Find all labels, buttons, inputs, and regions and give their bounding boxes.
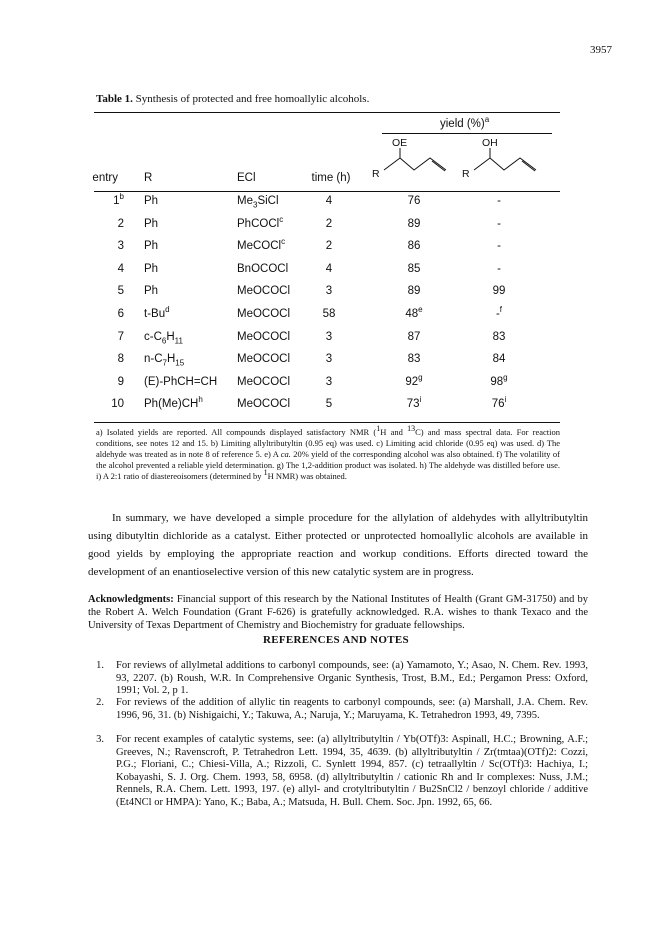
cell-ecl bbox=[237, 214, 284, 230]
table-row bbox=[94, 353, 560, 374]
table-row bbox=[94, 395, 560, 419]
cell-yield-oh bbox=[484, 195, 514, 207]
r-value: Ph bbox=[144, 195, 159, 207]
cell-entry bbox=[94, 308, 124, 320]
cell-yield-oe bbox=[399, 218, 429, 230]
cell-ecl bbox=[237, 331, 290, 343]
entry-value: 1 bbox=[113, 195, 120, 207]
yield-header-rule bbox=[382, 133, 552, 134]
yield-header bbox=[440, 115, 490, 130]
cell-yield-oe bbox=[399, 305, 429, 320]
cell-ecl bbox=[237, 285, 290, 297]
entry-value: 9 bbox=[117, 375, 124, 388]
oh-label: OH bbox=[482, 137, 498, 149]
acknowledgments bbox=[88, 593, 588, 632]
table-footnotes bbox=[96, 424, 560, 482]
cell-entry bbox=[94, 398, 124, 410]
r-value: Ph bbox=[144, 262, 159, 275]
ecl-value: Me bbox=[237, 195, 253, 207]
cell-yield-oh bbox=[484, 218, 514, 230]
cell-r bbox=[144, 218, 158, 230]
entry-value: 5 bbox=[117, 285, 124, 298]
table-header-row bbox=[94, 172, 560, 193]
yield-oe-value: 85 bbox=[407, 262, 421, 275]
cell-r bbox=[144, 395, 203, 411]
footnote-part: 20% yield of the corresponding alcohol was also obtained. f) The volatility of the alcohol prevented a reliable yield determination. g) The 1,2-addition product was isolated. h) The aldehyde was distilled before use. i) A 2:1 ratio of diastereoisomers (determined by bbox=[96, 449, 560, 481]
yield-oh-value: - bbox=[497, 195, 501, 207]
cell-entry bbox=[94, 218, 124, 230]
cell-r bbox=[144, 353, 185, 368]
yield-oh-value: - bbox=[497, 262, 501, 275]
entry-sup: b bbox=[119, 192, 124, 202]
r-label-oh: R bbox=[462, 168, 470, 180]
yield-oe-value: 89 bbox=[407, 217, 421, 230]
r-label-oe: R bbox=[372, 168, 380, 180]
ecl-value: MeOCOCl bbox=[237, 398, 291, 411]
cell-yield-oe bbox=[399, 240, 429, 252]
reference-item bbox=[88, 660, 588, 698]
cell-r bbox=[144, 285, 158, 297]
acknowledgments-text: Financial support of this research by the National Institutes of Health (Grant GM-31750) and by the Robert A. Welch Foundation (Grant F-626) is gratefully acknowledged. R.A. wishes to thank Texaco and the University of Texas Department of Chemistry and Biochemistry for graduate fellowships. bbox=[88, 594, 588, 631]
ecl-value: MeOCOCl bbox=[237, 308, 291, 320]
ecl-sup: c bbox=[279, 214, 284, 224]
table-row bbox=[94, 192, 560, 216]
cell-yield-oh bbox=[484, 305, 514, 320]
entry-value: 10 bbox=[111, 398, 124, 411]
table-top-rule bbox=[94, 112, 560, 113]
ecl-value: PhCOCl bbox=[237, 217, 280, 230]
cell-time: 58 bbox=[322, 308, 336, 320]
r-value: (E)-PhCH=CH bbox=[144, 375, 218, 388]
ecl-value: MeOCOCl bbox=[237, 353, 291, 366]
summary-paragraph: In summary, we have developed a simple procedure for the allylation of aldehydes with allyltributyltin using dibutyltin dichloride as a catalyst. Either protected or unprotected homoallylic alcohols are available in good yields by employing the appropriate reaction and workup conditions. Efforts directed toward the development of an enantioselective version of this new catalytic system are in progress. bbox=[88, 512, 588, 578]
r-sup: h bbox=[198, 395, 203, 405]
entry-value: 6 bbox=[117, 308, 124, 320]
cell-ecl bbox=[237, 376, 290, 388]
table-row bbox=[94, 331, 560, 352]
cell-ecl bbox=[237, 398, 290, 410]
ecl-sub: 3 bbox=[252, 200, 258, 210]
cell-time: 5 bbox=[325, 398, 333, 411]
table-caption-text: Synthesis of protected and free homoallylic alcohols. bbox=[135, 93, 370, 105]
yield-oe-sup: i bbox=[419, 395, 422, 405]
r-value: Ph bbox=[144, 285, 159, 298]
cell-entry bbox=[94, 376, 124, 388]
ecl-sup: c bbox=[281, 237, 286, 247]
ecl-value: MeOCOCl bbox=[237, 375, 291, 388]
reference-number: 1. bbox=[96, 660, 104, 671]
yield-oh-value: 83 bbox=[492, 330, 506, 343]
r-value: n-C bbox=[144, 353, 163, 366]
yield-oh-value: 98 bbox=[490, 375, 504, 388]
cell-yield-oh bbox=[484, 240, 514, 252]
r-sub: 7 bbox=[162, 358, 167, 368]
yield-oe-value: 73 bbox=[406, 398, 420, 411]
yield-oh-value: - bbox=[495, 308, 500, 320]
cell-r bbox=[144, 331, 183, 343]
r-mid: H bbox=[166, 353, 176, 366]
footnote-part: a) Isolated yields are reported. All compounds displayed satisfactory NMR ( bbox=[96, 427, 377, 437]
yield-oe-value: 92 bbox=[405, 375, 419, 388]
yield-oh-sup: f bbox=[499, 305, 503, 315]
header-r: R bbox=[144, 172, 153, 184]
footnote-sup: 1 bbox=[376, 424, 381, 434]
table-bottom-rule bbox=[94, 422, 560, 423]
reference-item bbox=[88, 697, 588, 722]
reference-item bbox=[88, 734, 588, 809]
footnote-sup: 1 bbox=[263, 468, 268, 478]
table-caption bbox=[96, 93, 369, 105]
cell-ecl bbox=[237, 195, 279, 210]
yield-oh-value: - bbox=[497, 240, 501, 253]
footnote-part: H NMR) was obtained. bbox=[267, 471, 347, 481]
cell-time: 3 bbox=[325, 330, 333, 343]
cell-time: 3 bbox=[325, 375, 333, 388]
cell-ecl bbox=[237, 308, 290, 320]
yield-oh-value: 84 bbox=[492, 353, 506, 366]
r-sup: d bbox=[165, 305, 170, 315]
cell-entry bbox=[94, 331, 124, 343]
yield-oe-value: 89 bbox=[407, 285, 421, 298]
footnote-part: C) and mass spectral data. For reaction conditions, see notes 12 and 15. b) Limiting allyltributyltin (0.95 eq) was used. c) Limiting acid chloride (0.95 eq) was used. d) The aldehyde was treated as in note 8 of reference 5. e) A bbox=[96, 427, 560, 459]
yield-header-text: yield (%) bbox=[440, 118, 485, 130]
r-value: c-C bbox=[144, 330, 162, 343]
entry-value: 8 bbox=[117, 353, 124, 366]
header-ecl: ECl bbox=[237, 172, 256, 184]
cell-time: 4 bbox=[325, 262, 333, 275]
yield-oh-sup: i bbox=[504, 395, 507, 405]
r-value: Ph bbox=[144, 217, 159, 230]
table-row bbox=[94, 263, 560, 284]
r-value: Ph(Me)CH bbox=[144, 398, 199, 411]
cell-time: 3 bbox=[325, 285, 333, 298]
yield-header-sup: a bbox=[484, 115, 490, 125]
yield-oe-value: 48 bbox=[405, 308, 419, 320]
cell-entry bbox=[94, 353, 124, 365]
acknowledgments-label: Acknowledgments: bbox=[88, 594, 174, 605]
cell-yield-oe bbox=[399, 372, 429, 388]
header-entry: entry bbox=[92, 172, 118, 184]
table-row bbox=[94, 237, 560, 261]
cell-entry bbox=[94, 263, 124, 275]
yield-oh-value: 76 bbox=[491, 398, 505, 411]
reference-text: For recent examples of catalytic systems, see: (a) allyltributyltin / Yb(OTf)3: Aspinall, H.C.; Browning, A.F.; Greeves, N.; Ravenscroft, P. Tetrahedron Lett. 1994, 35, 4639. (b) allyltributyltin / Zr(tmtaa)(OTf)2: Cozzi, P.G.; Floriani, C.; Chiesi-Villa, A.; Rizzoli, C. Synlett 1994, 857. (c) tetraallyltin / Sc(OTf)3: Hachiya, I.; Kobayashi, S. J. Org. Chem. 1993, 58, 6958. (d) allyltributyltin / cationic Rh and Ir complexes: Nuss, J.M.; Rennels, R.A. Chem. Lett. 1993, 197. (e) allyl- and crotyltributyltin / Bu2SnCl2 / benzoyl chloride / additive (Et4NCl or HMPA): Yano, K.; Baba, A.; Matsuda, H. Bull. Chem. Soc. Jpn. 1992, 65, 66. bbox=[116, 734, 588, 808]
yield-oe-value: 87 bbox=[407, 330, 421, 343]
cell-yield-oh bbox=[484, 285, 514, 297]
ecl-value: MeOCOCl bbox=[237, 330, 291, 343]
cell-time: 3 bbox=[325, 353, 333, 366]
yield-oe-sup: g bbox=[418, 372, 423, 382]
cell-r bbox=[144, 305, 170, 320]
cell-time: 4 bbox=[325, 195, 333, 207]
entry-value: 7 bbox=[117, 330, 124, 343]
ecl-value: BnOCOCl bbox=[237, 262, 289, 275]
cell-yield-oe bbox=[399, 285, 429, 297]
yield-oh-value: 99 bbox=[492, 285, 506, 298]
table-header-rule bbox=[94, 191, 560, 192]
r-sub: 15 bbox=[175, 358, 185, 368]
r-sub: 11 bbox=[174, 335, 183, 345]
cell-yield-oh bbox=[484, 331, 514, 343]
cell-yield-oh bbox=[484, 353, 514, 365]
yield-oe-value: 83 bbox=[407, 353, 421, 366]
r-sub: 6 bbox=[161, 335, 167, 345]
entry-value: 3 bbox=[117, 240, 124, 253]
cell-yield-oe bbox=[399, 263, 429, 275]
table-row bbox=[94, 305, 560, 329]
table-row bbox=[94, 214, 560, 239]
r-value: Ph bbox=[144, 240, 159, 253]
footnote-italic: ca. bbox=[280, 449, 291, 459]
table-row bbox=[94, 285, 560, 306]
cell-time: 2 bbox=[325, 240, 333, 253]
cell-yield-oe bbox=[399, 195, 429, 207]
yield-oh-sup: g bbox=[503, 372, 508, 382]
cell-entry bbox=[94, 192, 124, 207]
cell-yield-oh bbox=[484, 263, 514, 275]
page-number: 3957 bbox=[590, 44, 612, 56]
references-heading: REFERENCES AND NOTES bbox=[263, 634, 409, 646]
yield-oe-value: 76 bbox=[407, 195, 421, 207]
cell-entry bbox=[94, 240, 124, 252]
r-value: t-Bu bbox=[144, 308, 166, 320]
cell-yield-oe bbox=[399, 331, 429, 343]
footnote-part: H and bbox=[380, 427, 408, 437]
cell-yield-oe bbox=[399, 353, 429, 365]
cell-time: 2 bbox=[325, 217, 333, 230]
header-time: time (h) bbox=[311, 172, 351, 184]
yield-oe-value: 86 bbox=[407, 240, 421, 253]
reference-number: 2. bbox=[96, 697, 104, 708]
cell-r bbox=[144, 263, 158, 275]
footnote-sup: 13 bbox=[407, 424, 416, 434]
cell-ecl bbox=[237, 263, 288, 275]
ecl-value: MeCOCl bbox=[237, 240, 282, 253]
cell-yield-oh bbox=[484, 372, 514, 388]
cell-yield-oh bbox=[484, 395, 514, 411]
reference-text: For reviews of the addition of allylic tin reagents to carbonyl compounds, see: (a) Marshall, J.A. Chem. Rev. 1996, 96, 31. (b) Nishigaichi, Y.; Takuwa, A.; Naruja, Y.; Maruyama, K. Tetrahedron 1993, 49, 7395. bbox=[116, 697, 588, 721]
r-mid: H bbox=[166, 330, 175, 343]
oe-label: OE bbox=[392, 137, 408, 149]
reference-text: For reviews of allylmetal additions to carbonyl compounds, see: (a) Yamamoto, Y.; Asao, N. Chem. Rev. 1993, 93, 2207. (b) Roush, W.R. In Comprehensive Organic Synthesis, Trost, B.M., Ed.; Pergamon Press: Oxford, 1991; Vol. 2, p 1. bbox=[116, 660, 588, 696]
reference-number: 3. bbox=[96, 734, 104, 745]
table-row bbox=[94, 372, 560, 397]
cell-r bbox=[144, 240, 158, 252]
cell-ecl bbox=[237, 353, 290, 365]
ecl-tail: SiCl bbox=[257, 195, 279, 207]
cell-entry bbox=[94, 285, 124, 297]
cell-yield-oe bbox=[399, 395, 429, 411]
cell-ecl bbox=[237, 237, 286, 253]
yield-oh-value: - bbox=[497, 217, 501, 230]
ecl-value: MeOCOCl bbox=[237, 285, 291, 298]
cell-r bbox=[144, 195, 158, 207]
cell-r bbox=[144, 376, 217, 388]
table-caption-label: Table 1. bbox=[96, 93, 133, 105]
entry-value: 2 bbox=[117, 217, 124, 230]
yield-oe-sup: e bbox=[418, 305, 423, 315]
entry-value: 4 bbox=[117, 262, 124, 275]
